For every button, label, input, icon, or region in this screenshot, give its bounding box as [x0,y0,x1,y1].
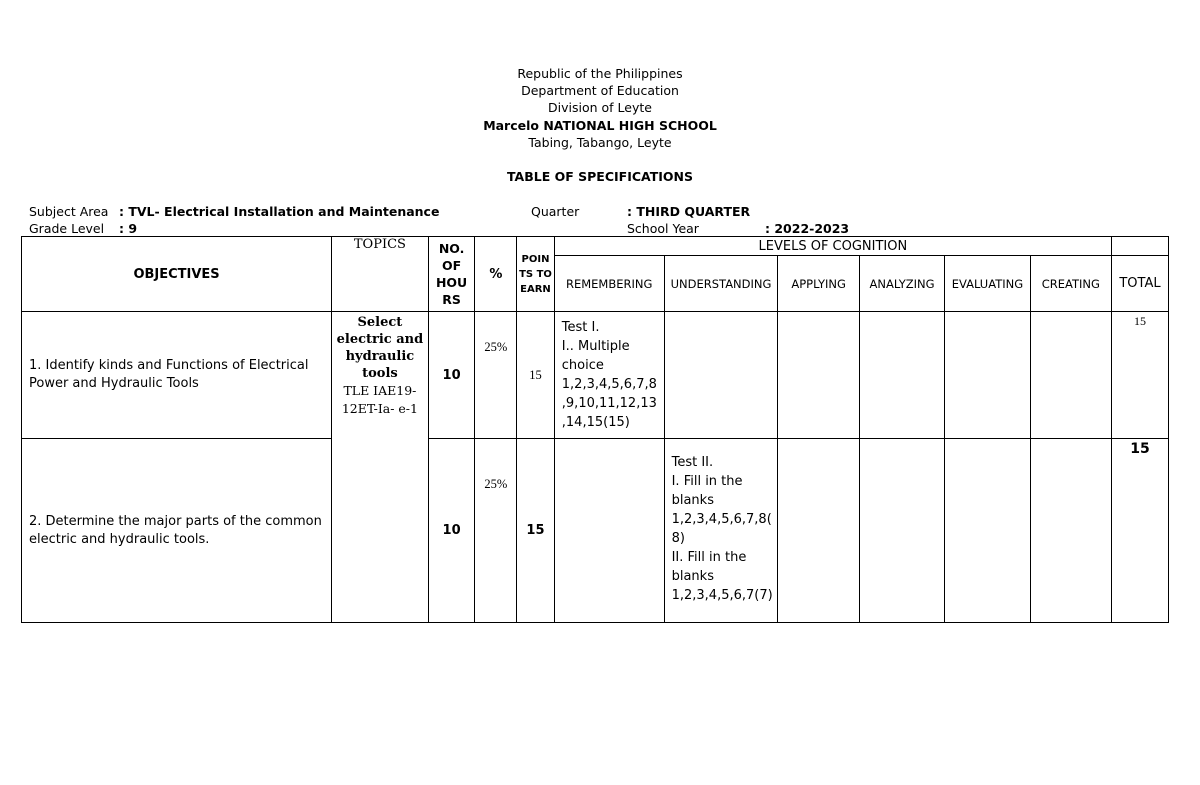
levels-of-cognition-header: LEVELS OF COGNITION [554,237,1111,256]
percent-cell: 25% [475,439,517,623]
objective-cell [22,312,332,439]
test-line: 1,2,3,4,5,6,7,8 [561,377,657,392]
topic-line: electric and [336,332,424,347]
test-line: I. Fill in the [671,474,743,489]
remembering-header: REMEMBERING [554,256,664,312]
analyzing-cell [859,312,944,439]
hours-header-line: HOU [435,275,468,290]
blank-header-cell [1111,237,1168,256]
topic-line: hydraulic [345,349,415,364]
creating-cell [1030,439,1111,623]
quarter-value: : THIRD QUARTER [627,204,751,219]
topic-code-line: 12ET-Ia- e-1 [341,401,418,416]
remembering-cell [554,439,664,623]
applying-header: APPLYING [778,256,859,312]
quarter-label: Quarter [531,204,580,219]
topic-line: Select [357,315,403,330]
objective-line: electric and hydraulic tools. [29,531,210,547]
test-line: Test II. [671,455,714,470]
analyzing-header: ANALYZING [859,256,944,312]
grade-value: : 9 [119,221,138,236]
department-line: Department of Education [521,83,679,98]
hours-header-line: NO. [438,241,465,256]
test-line: II. Fill in the [671,550,747,565]
remembering-cell [554,312,664,439]
understanding-header: UNDERSTANDING [664,256,778,312]
school-address: Tabing, Tabango, Leyte [528,135,672,150]
test-line: Test I. [561,320,600,335]
evaluating-cell [945,312,1030,439]
objective-cell [22,439,332,623]
test-line: ,14,15(15) [561,415,630,430]
table-row [22,312,1169,439]
hours-cell: 10 [428,312,475,439]
points-header [517,237,555,312]
test-line: 8) [671,531,685,546]
creating-header: CREATING [1030,256,1111,312]
hours-header-line: RS [442,292,461,307]
hours-cell: 10 [428,439,475,623]
total-cell: 15 [1111,439,1168,623]
applying-cell [778,312,859,439]
applying-cell [778,439,859,623]
test-line: I.. Multiple [561,339,630,354]
creating-cell [1030,312,1111,439]
test-line: ,9,10,11,12,13 [561,396,657,411]
points-header-line: TS TO [519,268,552,280]
division-line: Division of Leyte [548,100,652,115]
points-header-line: POIN [521,253,550,265]
points-cell: 15 [517,312,555,439]
evaluating-header: EVALUATING [945,256,1030,312]
subject-label: Subject Area [29,204,109,219]
points-header-line: EARN [520,283,551,295]
objectives-header: OBJECTIVES [22,237,332,312]
republic-line: Republic of the Philippines [517,66,683,81]
school-year-label: School Year [627,221,699,236]
test-line: blanks [671,569,714,584]
percent-cell: 25% [475,312,517,439]
understanding-cell [664,439,778,623]
total-cell: 15 [1111,312,1168,439]
school-year-value: : 2022-2023 [765,221,850,236]
topics-header: TOPICS [332,237,429,312]
topic-cell [332,312,429,623]
evaluating-cell [945,439,1030,623]
school-name: Marcelo NATIONAL HIGH SCHOOL [483,118,717,133]
hours-header [428,237,475,312]
points-cell: 15 [517,439,555,623]
hours-header-line: OF [442,258,462,273]
document-title: TABLE OF SPECIFICATIONS [507,169,693,184]
objective-line: 2. Determine the major parts of the common [29,513,322,529]
understanding-cell [664,312,778,439]
total-header: TOTAL [1111,256,1168,312]
table-row [22,439,1169,623]
test-line: 1,2,3,4,5,6,7(7) [671,588,773,603]
grade-label: Grade Level [29,221,105,236]
topic-line: tools [362,366,398,381]
analyzing-cell [859,439,944,623]
subject-value: : TVL- Electrical Installation and Maintenance [119,204,440,219]
objective-line: 1. Identify kinds and Functions of Electrical [29,358,309,373]
specifications-table [21,236,1169,623]
test-line: blanks [671,493,714,508]
objective-line: Power and Hydraulic Tools [29,376,199,391]
test-line: choice [561,358,604,373]
topic-code-line: TLE IAE19- [343,383,417,398]
percent-header: % [475,237,517,312]
test-line: 1,2,3,4,5,6,7,8( [671,512,772,527]
